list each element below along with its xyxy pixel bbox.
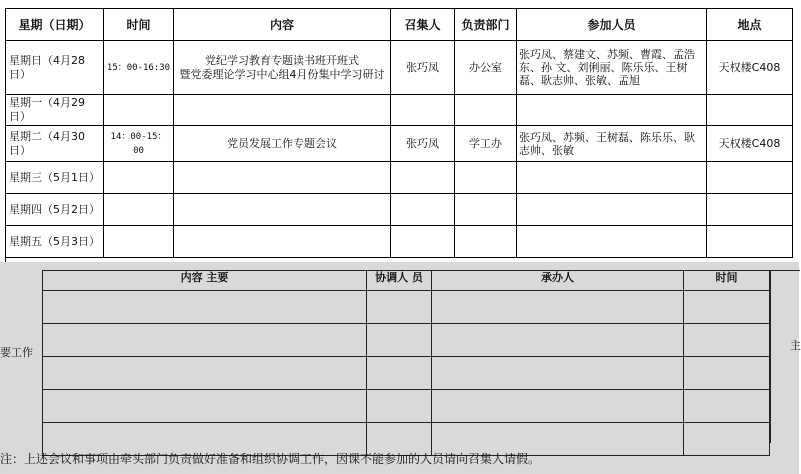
header-time: 时间 xyxy=(104,9,174,41)
row-convener xyxy=(391,95,455,126)
work-side-label: 要工作 xyxy=(0,346,33,359)
work-header-row xyxy=(43,271,770,291)
schedule-table xyxy=(5,8,793,258)
table-row xyxy=(43,324,770,357)
row-attendees: 张巧凤、苏频、王树磊、陈乐乐、耿志帅、张敏 xyxy=(517,126,707,162)
row-convener: 张巧凤 xyxy=(391,126,455,162)
row-attendees xyxy=(517,226,707,258)
row-time xyxy=(104,162,174,194)
row-content xyxy=(174,226,391,258)
table-row xyxy=(6,95,793,126)
row-location xyxy=(707,194,793,226)
header-convener: 召集人 xyxy=(391,9,455,41)
row-time xyxy=(104,226,174,258)
table-row xyxy=(6,41,793,95)
row-dept: 办公室 xyxy=(455,41,517,95)
header-attendees: 参加人员 xyxy=(517,9,707,41)
row-convener: 张巧凤 xyxy=(391,41,455,95)
row-attendees xyxy=(517,194,707,226)
row-dept: 学工办 xyxy=(455,126,517,162)
table-row xyxy=(43,291,770,324)
row-content xyxy=(174,194,391,226)
table-row xyxy=(6,126,793,162)
row-day: 星期日（4月28日） xyxy=(6,41,104,95)
row-time: 14：00-15：00 xyxy=(104,126,174,162)
work-section xyxy=(0,262,799,474)
work-table xyxy=(42,270,770,456)
table-row xyxy=(6,162,793,194)
row-day: 星期三（5月1日） xyxy=(6,162,104,194)
header-day: 星期（日期） xyxy=(6,9,104,41)
work-header-time: 时间 xyxy=(684,271,770,291)
right-frame xyxy=(770,270,800,443)
row-location: 天权楼C408 xyxy=(707,126,793,162)
row-content: 党纪学习教育专题读书班开班式 暨党委理论学习中心组4月份集中学习研讨 xyxy=(174,41,391,95)
row-content: 党员发展工作专题会议 xyxy=(174,126,391,162)
row-time: 15：00-16:30 xyxy=(104,41,174,95)
row-content xyxy=(174,162,391,194)
header-location: 地点 xyxy=(707,9,793,41)
footnote: 注：上述会议和事项由牵头部门负责做好准备和组织协调工作，因课不能参加的人员请向召集人请假。 xyxy=(0,452,541,466)
row-location xyxy=(707,95,793,126)
row-location xyxy=(707,162,793,194)
work-header-coordinator: 协调人 员 xyxy=(367,271,432,291)
table-row xyxy=(43,390,770,423)
row-content xyxy=(174,95,391,126)
row-attendees xyxy=(517,95,707,126)
row-location xyxy=(707,226,793,258)
header-content: 内容 xyxy=(174,9,391,41)
work-header-undertaker: 承办人 xyxy=(432,271,684,291)
row-time xyxy=(104,95,174,126)
table-row xyxy=(6,194,793,226)
schedule-header-row xyxy=(6,9,793,41)
row-time xyxy=(104,194,174,226)
row-attendees xyxy=(517,162,707,194)
row-convener xyxy=(391,162,455,194)
row-day: 星期四（5月2日） xyxy=(6,194,104,226)
row-dept xyxy=(455,194,517,226)
row-day: 星期一（4月29日） xyxy=(6,95,104,126)
row-dept xyxy=(455,162,517,194)
table-row xyxy=(6,226,793,258)
table-row xyxy=(43,357,770,390)
row-dept xyxy=(455,226,517,258)
header-dept: 负责部门 xyxy=(455,9,517,41)
row-convener xyxy=(391,194,455,226)
right-edge-label: 主 xyxy=(790,339,801,352)
work-header-content: 内容 主要 xyxy=(43,271,367,291)
row-day: 星期五（5月3日） xyxy=(6,226,104,258)
row-dept xyxy=(455,95,517,126)
row-convener xyxy=(391,226,455,258)
row-location: 天权楼C408 xyxy=(707,41,793,95)
row-day: 星期二（4月30日） xyxy=(6,126,104,162)
row-attendees: 张巧凤、蔡建文、苏频、曹霞、孟浩东、孙 文、刘俐丽、陈乐乐、王树磊、耿志帅、张敏、孟旭 xyxy=(517,41,707,95)
